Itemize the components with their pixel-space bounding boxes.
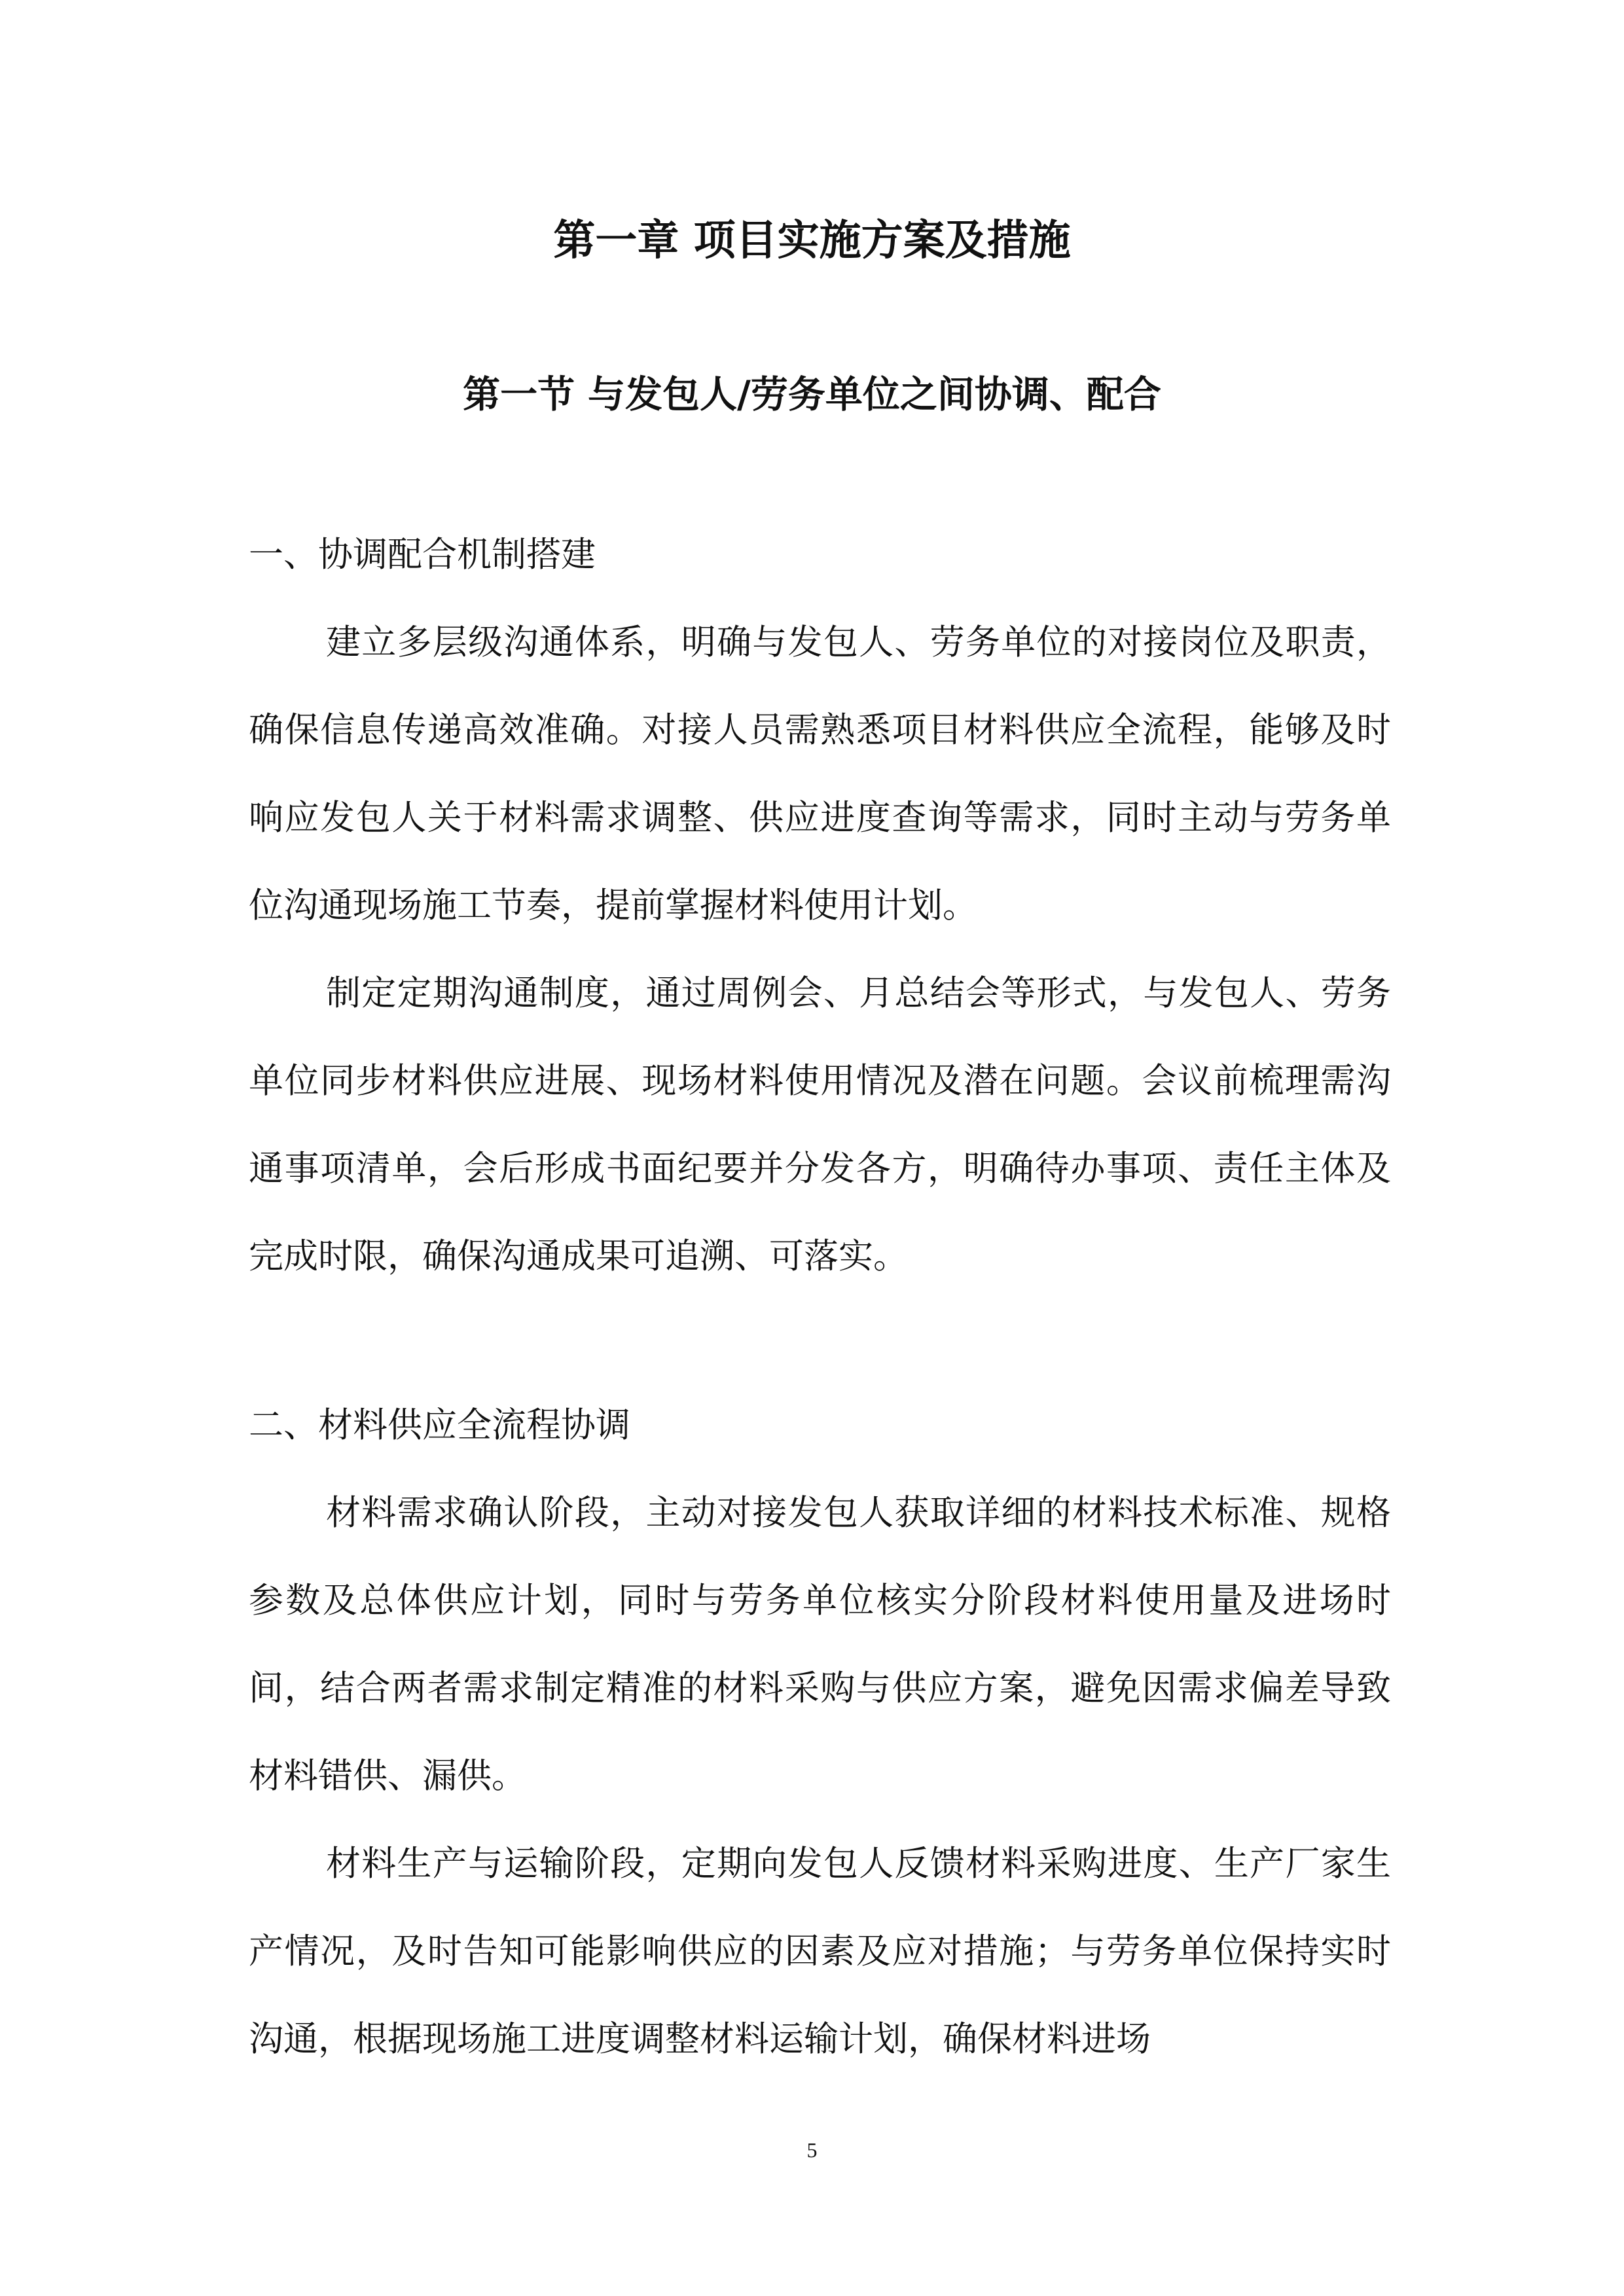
page-number: 5 bbox=[806, 2138, 818, 2162]
chapter-title: 第一章 项目实施方案及措施 bbox=[553, 217, 1071, 265]
paragraph-2: 制定定期沟通制度，通过周例会、月总结会等形式，与发包人、劳务单位同步材料供应进展、现场材料使用情况及潜在问题。会议前梳理需沟通事项清单，会后形成书面纪要并分发各方，明确待办事项、责任主体及完成时限，确保沟通成果可追溯、可落实。 bbox=[249, 973, 1391, 1276]
paragraph-4: 材料生产与运输阶段，定期向发包人反馈材料采购进度、生产厂家生产情况，及时告知可能影响供应的因素及应对措施；与劳务单位保持实时沟通，根据现场施工进度调整材料运输计划，确保材料进场 bbox=[249, 1844, 1391, 2059]
paragraph-3: 材料需求确认阶段，主动对接发包人获取详细的材料技术标准、规格参数及总体供应计划，同时与劳务单位核实分阶段材料使用量及进场时间，结合两者需求制定精准的材料采购与供应方案，避免因需求偏差导致材料错供、漏供。 bbox=[249, 1493, 1391, 1796]
subsection-heading-2: 二、材料供应全流程协调 bbox=[249, 1405, 630, 1445]
section-title: 第一节 与发包人/劳务单位之间协调、配合 bbox=[463, 373, 1161, 416]
subsection-heading-1: 一、协调配合机制搭建 bbox=[249, 535, 596, 575]
paragraph-1: 建立多层级沟通体系，明确与发包人、劳务单位的对接岗位及职责，确保信息传递高效准确。对接人员需熟悉项目材料供应全流程，能够及时响应发包人关于材料需求调整、供应进度查询等需求，同时主动与劳务单位沟通现场施工节奏，提前掌握材料使用计划。 bbox=[249, 622, 1391, 925]
